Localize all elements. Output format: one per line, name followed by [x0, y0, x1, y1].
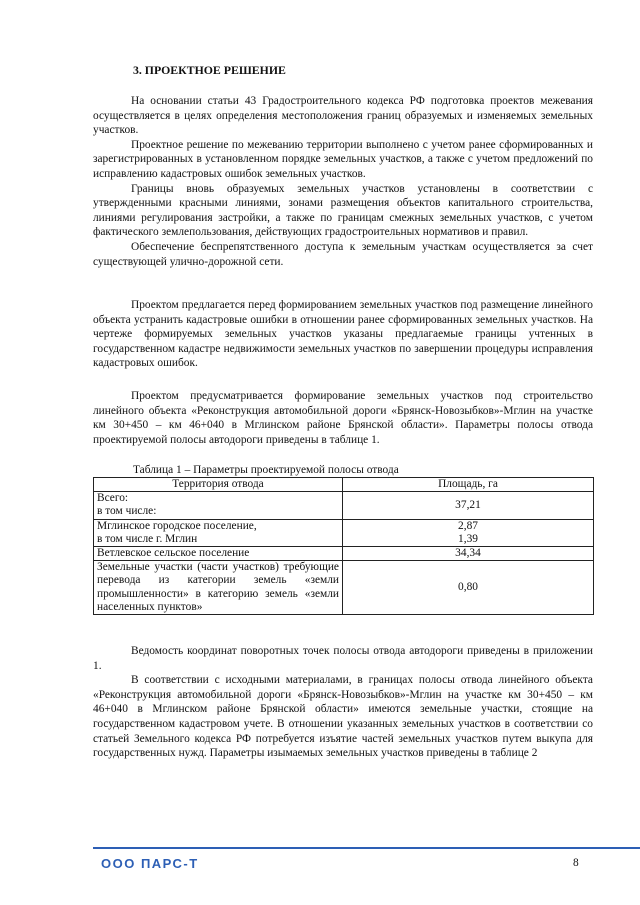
table-header-row: [94, 478, 594, 492]
company-logo: ООО ПАРС-Т: [101, 856, 199, 871]
paragraph: На основании статьи 43 Градостроительного кодекса РФ подготовка проектов межевания осуществляется в целях определения местоположения границ образуемых и изменяемых земельных участков.: [93, 95, 593, 137]
cell-line: 1,39: [458, 532, 478, 545]
section-title: 3. ПРОЕКТНОЕ РЕШЕНИЕ: [133, 63, 286, 77]
table-cell-area: 37,21: [343, 492, 594, 519]
table-cell-territory: Ветлевское сельское поселение: [94, 547, 343, 561]
cell-line: в том числе г. Мглин: [97, 532, 198, 545]
table-cell-area: [343, 519, 594, 546]
paragraph: Границы вновь образуемых земельных участков установлены в соответствии с утвержденными красными линиями, зонами размещения объектов капитального строительства, линиями регулирования застройки, а также по границам смежных земельных участков, с учетом фактического землепользования, действующих градостроительных нормативов и правил.: [93, 182, 593, 239]
table-row: [94, 519, 594, 546]
closing-paragraphs: [93, 644, 593, 761]
table-header-cell: Территория отвода: [94, 478, 343, 492]
table-row: [94, 547, 594, 561]
paragraph: Ведомость координат поворотных точек полосы отвода автодороги приведены в приложении 1.: [93, 645, 593, 672]
right-of-way-parameters-table: [93, 477, 594, 615]
cell-line: 2,87: [458, 519, 478, 532]
table-cell-territory: [94, 519, 343, 546]
table-caption: Таблица 1 – Параметры проектируемой полосы отвода: [133, 464, 399, 476]
paragraph: Проектом предлагается перед формированием земельных участков под размещение линейного объекта устранить кадастровые ошибки в отношении ранее сформированных земельных участков. На чертеже формируемых земельных участков указаны предлагаемые границы учтенных в государственном кадастре недвижимости земельных участков по завершении процедуры исправления кадастровых ошибок.: [93, 299, 593, 370]
intro-paragraphs: [93, 94, 593, 269]
table-cell-area: 34,34: [343, 547, 594, 561]
paragraph: Проектное решение по межеванию территории выполнено с учетом ранее сформированных и зарегистрированных в установленном порядке земельных участков, а также с учетом предложений по исправлению кадастровых ошибок земельных участков.: [93, 138, 593, 180]
table-header-cell: Площадь, га: [343, 478, 594, 492]
table-cell-territory: [94, 492, 343, 519]
cell-line: Мглинское городское поселение,: [97, 519, 257, 532]
paragraph: Проектом предусматривается формирование земельных участков под строительство линейного объекта «Реконструкция автомобильной дороги «Брянск-Новозыбков»-Мглин на участке км 30+450 – км 46+040 в Мглинском районе Брянской области». Параметры полосы отвода проектируемой полосы автодороги приведены в таблице 1.: [93, 390, 593, 446]
table-cell-area: 0,80: [343, 561, 594, 615]
paragraph: Обеспечение беспрепятственного доступа к земельным участкам осуществляется за счет существующей улично-дорожной сети.: [93, 240, 593, 268]
paragraph: В соответствии с исходными материалами, в границах полосы отвода линейного объекта «Реконструкция автомобильной дороги «Брянск-Новозыбков»-Мглин на участке км 30+450 – км 46+040 в Мглинском районе Брянской области» имеются земельные участки, стоящие на государственном кадастровом учете. В отношении указанных земельных участков в соответствии со статьей Земельного кодекса РФ потребуется изъятие частей земельных участков путем выкупа для государственных нужд. Параметры изымаемых земельных участков приведены в таблице 2: [93, 674, 593, 760]
cadastral-errors-paragraph: [93, 298, 593, 371]
land-formation-paragraph: [93, 389, 593, 447]
cell-line: в том числе:: [97, 505, 157, 518]
page-number: 8: [573, 857, 579, 869]
table-row: [94, 561, 594, 615]
footer-divider: [93, 847, 640, 849]
table-row: [94, 492, 594, 519]
table-cell-territory: Земельные участки (части участков) требующие перевода из категории земель «земли промышленности» в категорию земель «земли населенных пунктов»: [94, 561, 343, 615]
cell-line: Всего:: [97, 492, 129, 505]
